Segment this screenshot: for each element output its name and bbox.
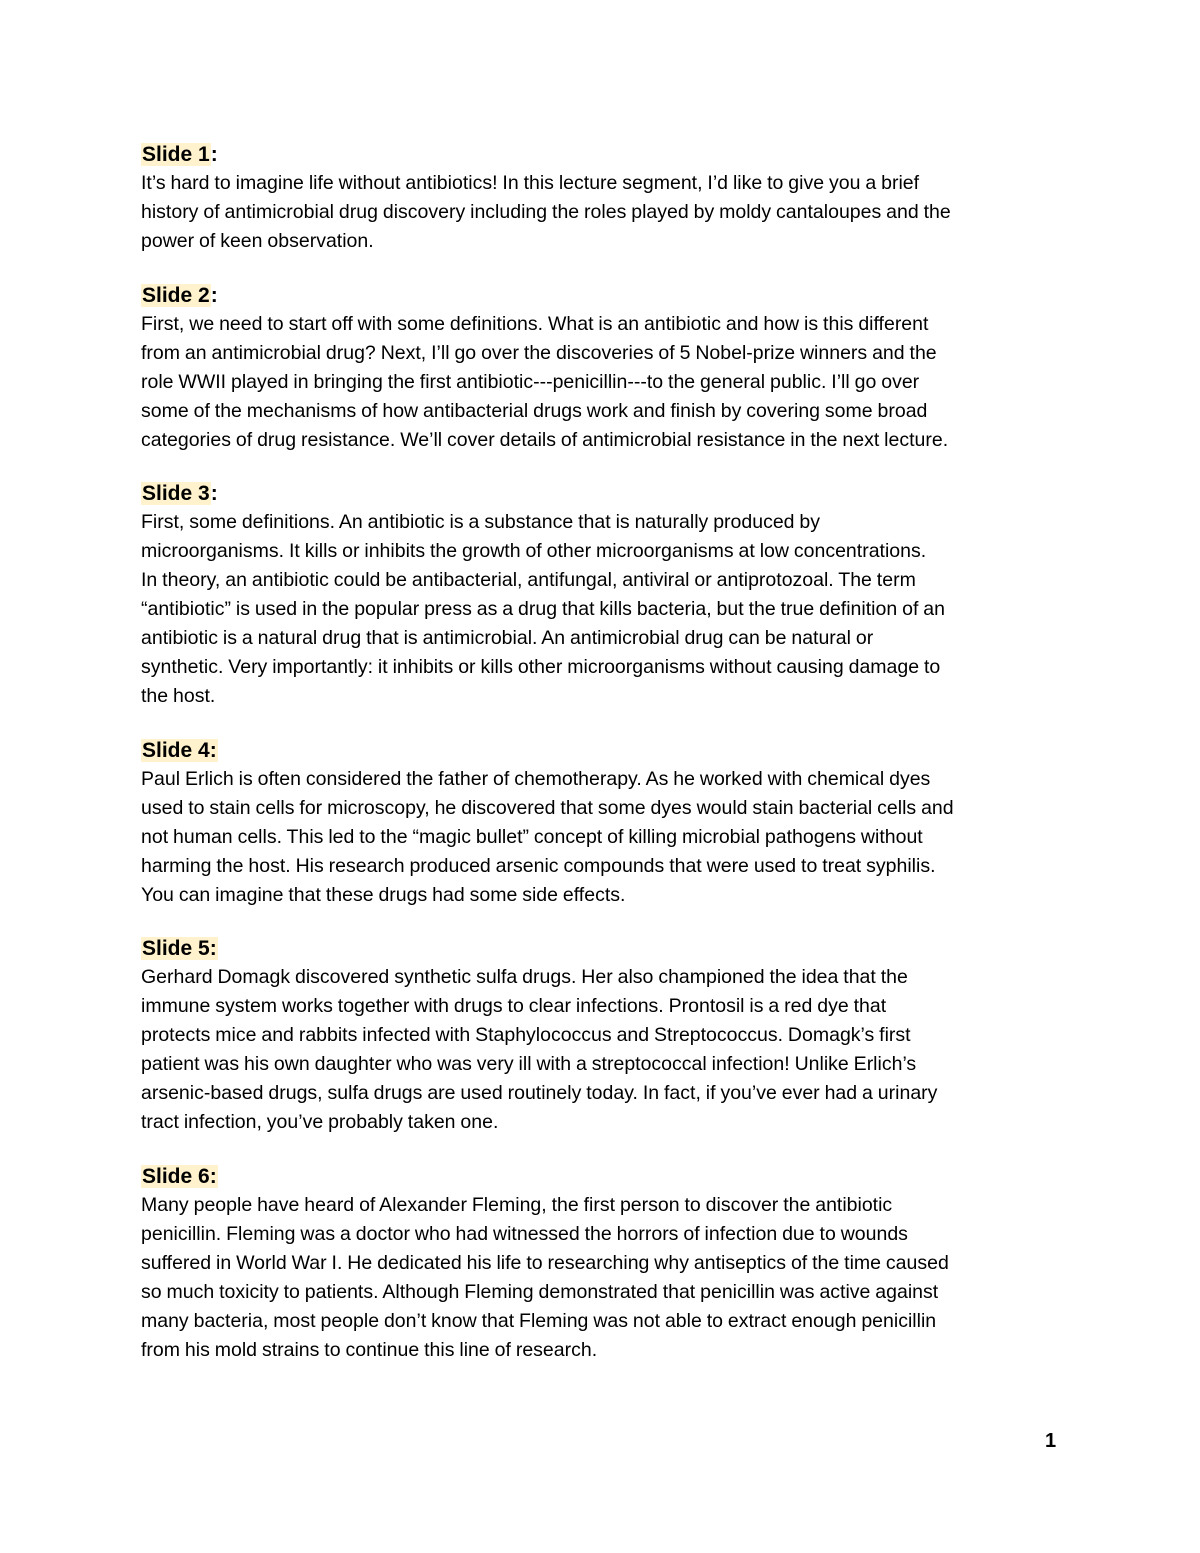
slide-paragraph: [141, 310, 1071, 455]
slide-paragraph: [141, 963, 1071, 1137]
paragraph-line: the host.: [141, 685, 216, 707]
paragraph-line: from his mold strains to continue this line of research.: [141, 1338, 598, 1361]
slide-heading-colon: :: [210, 143, 218, 166]
slide-paragraph: [141, 169, 1071, 256]
paragraph-line: suffered in World War I. He dedicated his life to researching why antiseptics of the time caused: [141, 1251, 949, 1274]
paragraph-line: protects mice and rabbits infected with Staphylococcus and Streptococcus. Domagk’s first: [141, 1024, 911, 1046]
paragraph-line: First, some definitions. An antibiotic is a substance that is naturally produced by: [141, 511, 821, 533]
paragraph-line: tract infection, you’ve probably taken one.: [141, 1111, 499, 1133]
paragraph-line: from an antimicrobial drug? Next, I’ll go over the discoveries of 5 Nobel-prize winners and the: [141, 341, 937, 364]
slide-heading-colon: :: [210, 283, 218, 307]
slide-heading-colon: :: [210, 482, 218, 505]
page-number: 1: [1045, 1430, 1057, 1452]
slide-section: [141, 1162, 1071, 1365]
paragraph-line: power of keen observation.: [141, 230, 374, 252]
paragraph-line: In theory, an antibiotic could be antibacterial, antifungal, antiviral or antiprotozoal. The term: [141, 569, 916, 591]
paragraph-line: some of the mechanisms of how antibacterial drugs work and finish by covering some broad: [141, 399, 928, 422]
slide-paragraph: [141, 508, 1071, 711]
document-page: [141, 140, 1071, 1389]
paragraph-line: “antibiotic” is used in the popular press as a drug that kills bacteria, but the true definition of an: [141, 598, 945, 620]
slide-paragraph: [141, 1191, 1071, 1365]
paragraph-line: penicillin. Fleming was a doctor who had witnessed the horrors of infection due to wounds: [141, 1222, 908, 1245]
paragraph-line: Many people have heard of Alexander Fleming, the first person to discover the antibiotic: [141, 1193, 893, 1216]
paragraph-line: many bacteria, most people don’t know that Fleming was not able to extract enough penicillin: [141, 1309, 937, 1332]
slide-heading: [141, 1162, 1071, 1191]
paragraph-line: so much toxicity to patients. Although Fleming demonstrated that penicillin was active against: [141, 1280, 939, 1303]
paragraph-line: microorganisms. It kills or inhibits the growth of other microorganisms at low concentrations.: [141, 540, 927, 562]
slide-heading-label: Slide 3: [142, 482, 210, 505]
paragraph-line: role WWII played in bringing the first antibiotic---penicillin---to the general public. I’ll go over: [141, 370, 920, 393]
paragraph-line: arsenic-based drugs, sulfa drugs are used routinely today. In fact, if you’ve ever had a urinary: [141, 1082, 938, 1104]
paragraph-line: Gerhard Domagk discovered synthetic sulfa drugs. Her also championed the idea that the: [141, 966, 908, 988]
slide-section: [141, 281, 1071, 455]
paragraph-line: It’s hard to imagine life without antibiotics! In this lecture segment, I’d like to give you a brief: [141, 172, 920, 194]
paragraph-line: First, we need to start off with some definitions. What is an antibiotic and how is this different: [141, 312, 929, 335]
slide-heading: [141, 140, 1071, 169]
slide-heading: [141, 934, 1071, 963]
paragraph-line: patient was his own daughter who was very ill with a streptococcal infection! Unlike Erlich’s: [141, 1053, 917, 1075]
slide-heading-label: Slide 4:: [142, 738, 217, 762]
paragraph-line: history of antimicrobial drug discovery including the roles played by moldy cantaloupes and the: [141, 201, 951, 223]
slide-section: [141, 479, 1071, 711]
paragraph-line: immune system works together with drugs to clear infections. Prontosil is a red dye that: [141, 995, 887, 1017]
paragraph-line: Paul Erlich is often considered the father of chemotherapy. As he worked with chemical dyes: [141, 767, 931, 790]
slide-heading: [141, 736, 1071, 765]
paragraph-line: synthetic. Very importantly: it inhibits or kills other microorganisms without causing damage to: [141, 656, 941, 678]
slide-heading: [141, 479, 1071, 508]
slide-heading-label: Slide 5:: [142, 937, 217, 960]
slide-heading-label: Slide 1: [142, 143, 210, 166]
slide-heading-label: Slide 6:: [142, 1164, 217, 1188]
slide-section: [141, 934, 1071, 1137]
slide-heading-label: Slide 2: [142, 283, 210, 307]
slide-paragraph: [141, 765, 1071, 910]
slide-section: [141, 140, 1071, 256]
paragraph-line: used to stain cells for microscopy, he discovered that some dyes would stain bacterial cells and: [141, 796, 954, 819]
slide-section: [141, 736, 1071, 910]
paragraph-line: not human cells. This led to the “magic bullet” concept of killing microbial pathogens without: [141, 825, 923, 848]
paragraph-line: antibiotic is a natural drug that is antimicrobial. An antimicrobial drug can be natural or: [141, 627, 874, 649]
paragraph-line: categories of drug resistance. We’ll cover details of antimicrobial resistance in the next lecture.: [141, 428, 949, 451]
paragraph-line: harming the host. His research produced arsenic compounds that were used to treat syphilis.: [141, 854, 936, 877]
paragraph-line: You can imagine that these drugs had some side effects.: [141, 883, 626, 906]
slide-heading: [141, 281, 1071, 310]
